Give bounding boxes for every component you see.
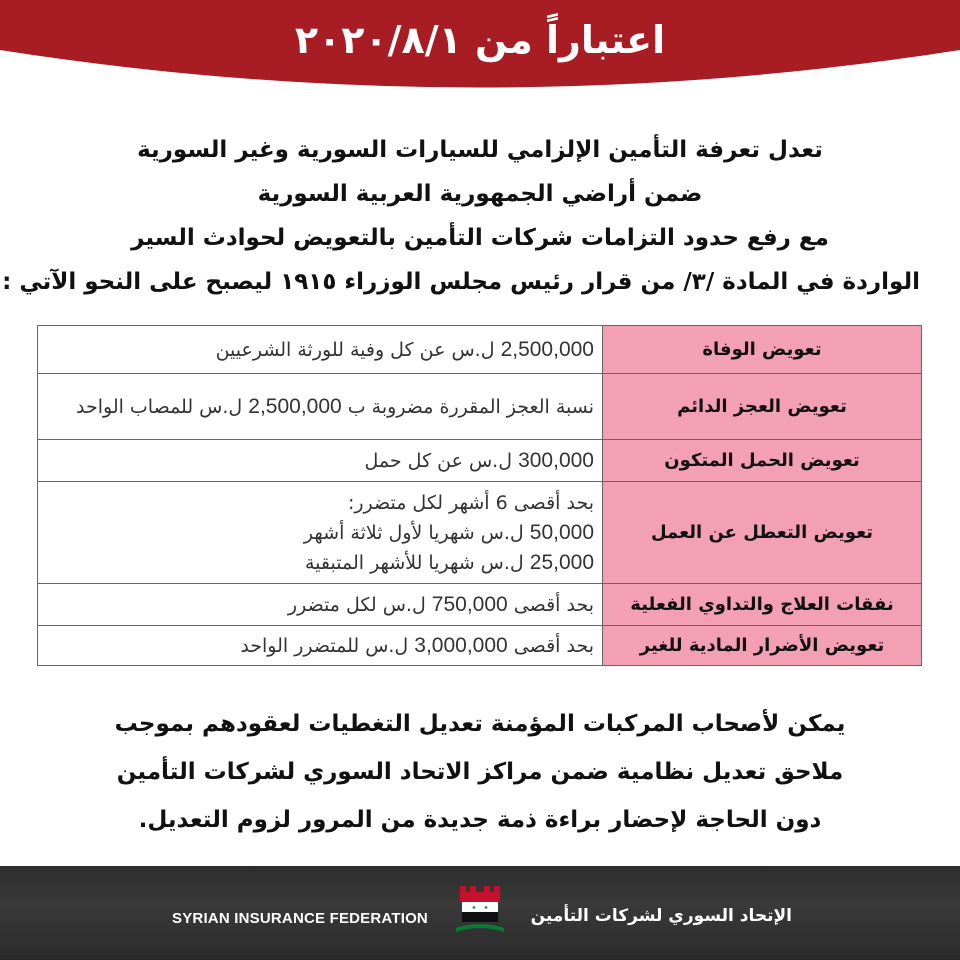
intro-line: مع رفع حدود التزامات شركات التأمين بالتعويض لحوادث السير	[131, 225, 829, 251]
value-text: ل.س لكل متضرر	[287, 593, 432, 616]
amount: 3,000,000	[414, 633, 508, 657]
closing-paragraph	[40, 700, 920, 844]
row-label: تعويض الحمل المتكون	[603, 440, 922, 482]
table-row	[38, 482, 922, 584]
amount: 300,000	[518, 448, 594, 472]
amount: 750,000	[431, 592, 508, 616]
value-text: بحد أقصى	[507, 593, 594, 616]
row-value	[38, 440, 603, 482]
table-row	[38, 626, 922, 666]
value-text: ل.س شهريا للأشهر المتبقية	[304, 551, 530, 574]
row-value	[38, 626, 603, 666]
footer-arabic-name: الإتحاد السوري لشركات التأمين	[530, 906, 792, 926]
value-line	[46, 518, 594, 548]
table-row	[38, 584, 922, 626]
row-value	[38, 374, 603, 440]
amount: 2,500,000	[248, 394, 342, 418]
intro-paragraph	[2, 128, 920, 304]
value-text: ل.س عن كل حمل	[364, 449, 519, 472]
row-label: تعويض الأضرار المادية للغير	[603, 626, 922, 666]
footer-english-name: SYRIAN INSURANCE FEDERATION	[172, 910, 428, 927]
intro-line: تعدل تعرفة التأمين الإلزامي للسيارات السورية وغير السورية	[137, 137, 823, 163]
closing-line: يمكن لأصحاب المركبات المؤمنة تعديل التغطيات لعقودهم بموجب	[114, 711, 846, 737]
row-label: تعويض الوفاة	[603, 326, 922, 374]
value-text: ل.س للمصاب الواحد	[76, 395, 249, 418]
row-label: نفقات العلاج والتداوي الفعلية	[603, 584, 922, 626]
value-text: ل.س شهريا لأول ثلاثة أشهر	[303, 521, 530, 544]
value-text: نسبة العجز المقررة مضروبة ب	[341, 395, 594, 418]
amount: 25,000	[529, 550, 594, 574]
compensation-table	[37, 325, 922, 666]
table-row	[38, 326, 922, 374]
table-row	[38, 440, 922, 482]
row-value	[38, 584, 603, 626]
header-banner	[0, 0, 960, 96]
value-text: بحد أقصى 6 أشهر لكل متضرر:	[347, 491, 594, 514]
value-text: بحد أقصى	[507, 634, 594, 657]
castle-flag-logo-icon	[452, 884, 508, 940]
amount: 2,500,000	[500, 337, 594, 361]
row-value	[38, 482, 603, 584]
value-text: ل.س عن كل وفية للورثة الشرعيين	[215, 338, 501, 361]
intro-line: الواردة في المادة /٣/ من قرار رئيس مجلس الوزراء ١٩١٥ ليصبح على النحو الآتي :	[2, 269, 920, 295]
value-text: ل.س للمتضرر الواحد	[240, 634, 415, 657]
footer-bar	[0, 866, 960, 960]
row-label: تعويض التعطل عن العمل	[603, 482, 922, 584]
closing-line: ملاحق تعديل نظامية ضمن مراكز الاتحاد السوري لشركات التأمين	[116, 759, 844, 785]
effective-date-title: اعتباراً من ٢٠٢٠/٨/١	[294, 18, 666, 62]
intro-line: ضمن أراضي الجمهورية العربية السورية	[257, 181, 703, 207]
value-line	[46, 548, 594, 578]
row-value	[38, 326, 603, 374]
closing-line: دون الحاجة لإحضار براءة ذمة جديدة من المرور لزوم التعديل.	[138, 807, 822, 833]
amount: 50,000	[529, 520, 594, 544]
row-label: تعويض العجز الدائم	[603, 374, 922, 440]
table-row	[38, 374, 922, 440]
